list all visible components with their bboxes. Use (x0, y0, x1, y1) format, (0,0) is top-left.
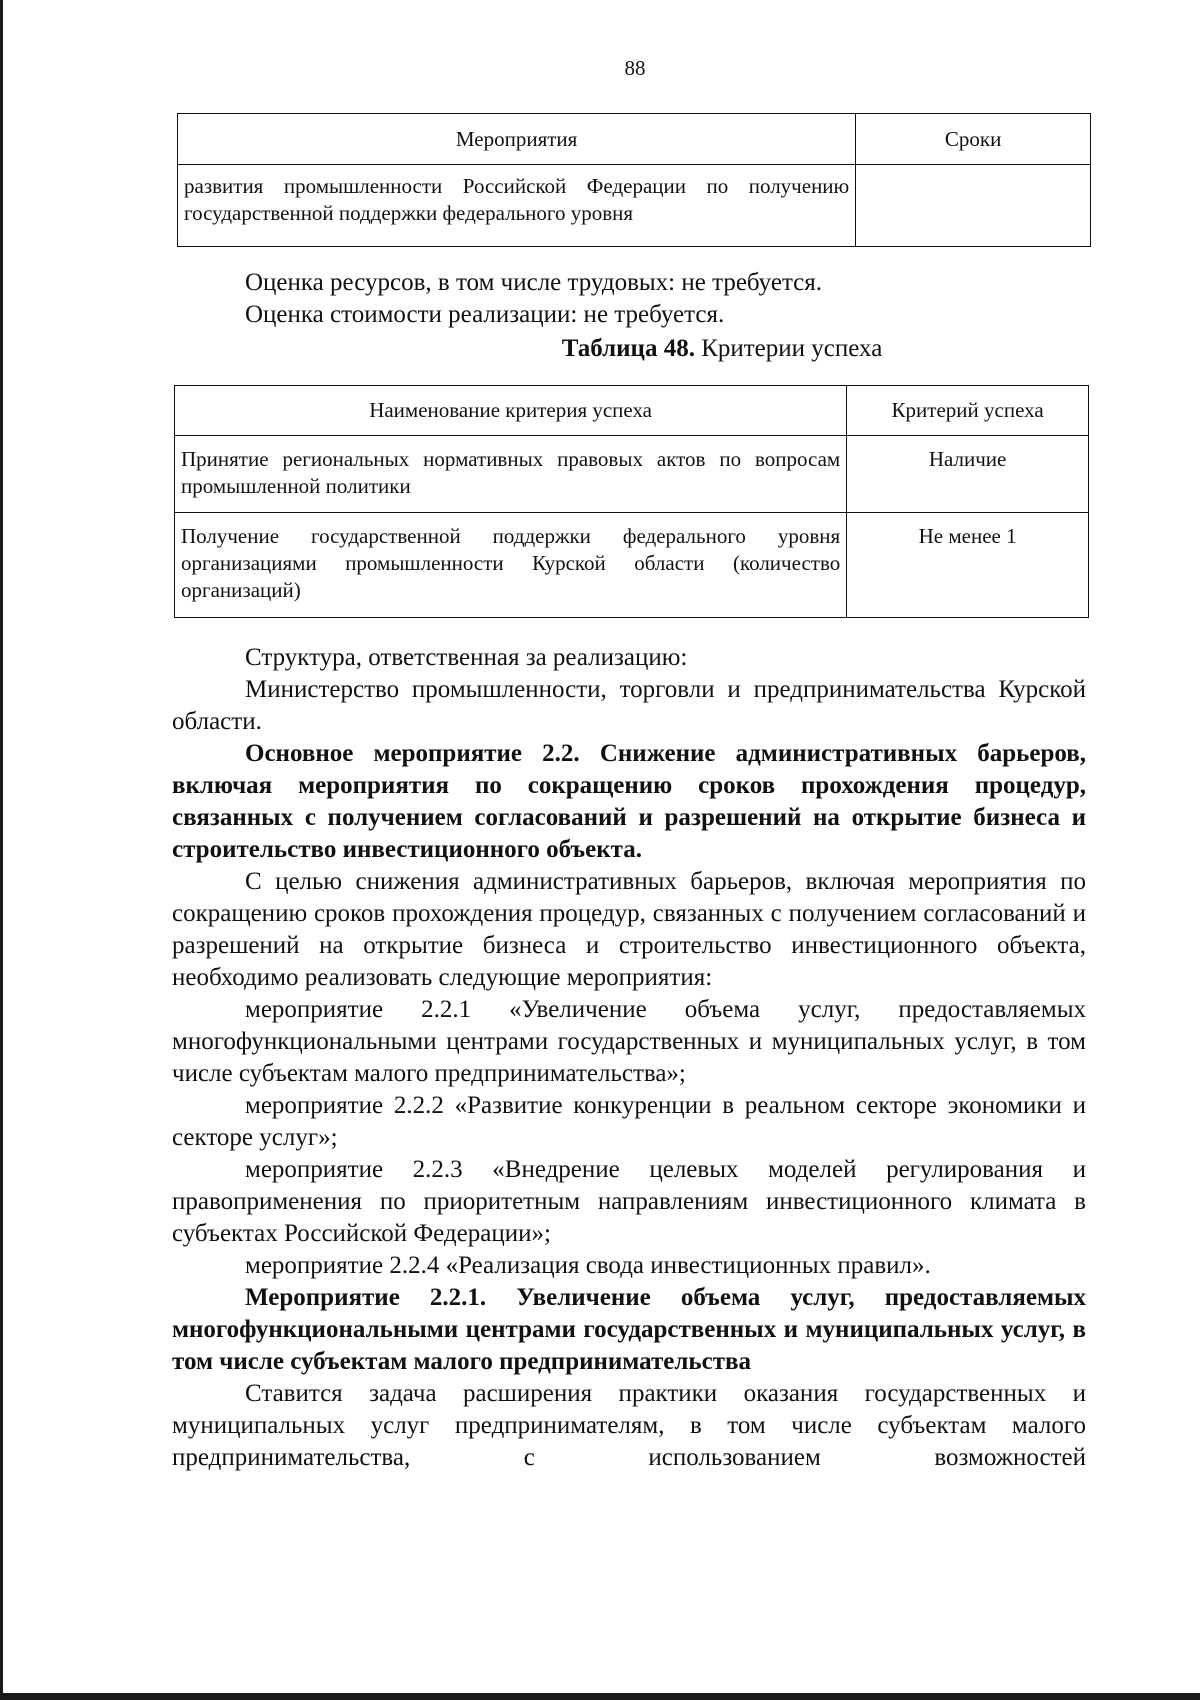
table-header-row (175, 386, 1089, 436)
measure-item: мероприятие 2.2.4 «Реализация свода инвестиционных правил». (245, 1252, 931, 1279)
page-number: 88 (624, 56, 646, 80)
final-paragraph: Ставится задача расширения практики оказания государственных и муниципальных услуг предпринимателям, в том числе субъектам малого предпринимательства, с использованием возможностей (172, 1380, 1086, 1471)
responsible-body: Министерство промышленности, торговли и предпринимательства Курской области. (172, 676, 1086, 735)
assessment-notes (172, 267, 1086, 331)
scan-border-left (0, 0, 3, 1700)
table-row (175, 436, 1089, 513)
table-caption-title: Критерии успеха (694, 335, 883, 362)
header-activities: Мероприятия (178, 114, 856, 165)
table-row (175, 513, 1089, 618)
cell-activity: развития промышленности Российской Федерации по получению государственной поддержки федерального уровня (178, 165, 856, 247)
scan-border-bottom (0, 1693, 1200, 1700)
cell-term (856, 165, 1091, 247)
table-header-row (178, 114, 1091, 165)
responsible-label: Структура, ответственная за реализацию: (245, 644, 688, 671)
header-criterion-name: Наименование критерия успеха (175, 386, 847, 436)
resources-note: Оценка ресурсов, в том числе трудовых: не требуется. (245, 269, 823, 296)
table-row (178, 165, 1091, 247)
table-caption (172, 333, 1200, 365)
subsection-heading: Мероприятие 2.2.1. Увеличение объема услуг, предоставляемых многофункциональными центрами государственных и муниципальных услуг, в том числе субъектам малого предпринимательства (172, 1284, 1086, 1375)
intro-paragraph: С целью снижения административных барьеров, включая мероприятия по сокращению сроков прохождения процедур, связанных с получением согласований и разрешений на открытие бизнеса и строительство инвестиционного объекта, необходимо реализовать следующие мероприятия: (172, 868, 1086, 991)
measure-item: мероприятие 2.2.2 «Развитие конкуренции в реальном секторе экономики и секторе услуг»; (172, 1092, 1086, 1151)
criterion-value: Не менее 1 (847, 513, 1089, 618)
main-text (172, 642, 1086, 1474)
section-heading: Основное мероприятие 2.2. Снижение административных барьеров, включая мероприятия по сокращению сроков прохождения процедур, связанных с получением согласований и разрешений на открытие бизнеса и строительство инвестиционного объекта. (172, 740, 1086, 863)
success-criteria-table (174, 385, 1089, 618)
measure-item: мероприятие 2.2.3 «Внедрение целевых моделей регулирования и правоприменения по приоритетным направлениям инвестиционного климата в субъектах Российской Федерации»; (172, 1156, 1086, 1247)
measure-item: мероприятие 2.2.1 «Увеличение объема услуг, предоставляемых многофункциональными центрами государственных и муниципальных услуг, в том числе субъектам малого предпринимательства»; (172, 996, 1086, 1087)
header-criterion-value: Критерий успеха (847, 386, 1089, 436)
criterion-name: Принятие региональных нормативных правовых актов по вопросам промышленной политики (175, 436, 847, 513)
criterion-name: Получение государственной поддержки федерального уровня организациями промышленности Курской области (количество организаций) (175, 513, 847, 618)
table-caption-number: Таблица 48. (561, 335, 695, 362)
header-terms: Сроки (856, 114, 1091, 165)
criterion-value: Наличие (847, 436, 1089, 513)
cost-note: Оценка стоимости реализации: не требуется. (245, 301, 725, 328)
activities-table (177, 113, 1091, 247)
